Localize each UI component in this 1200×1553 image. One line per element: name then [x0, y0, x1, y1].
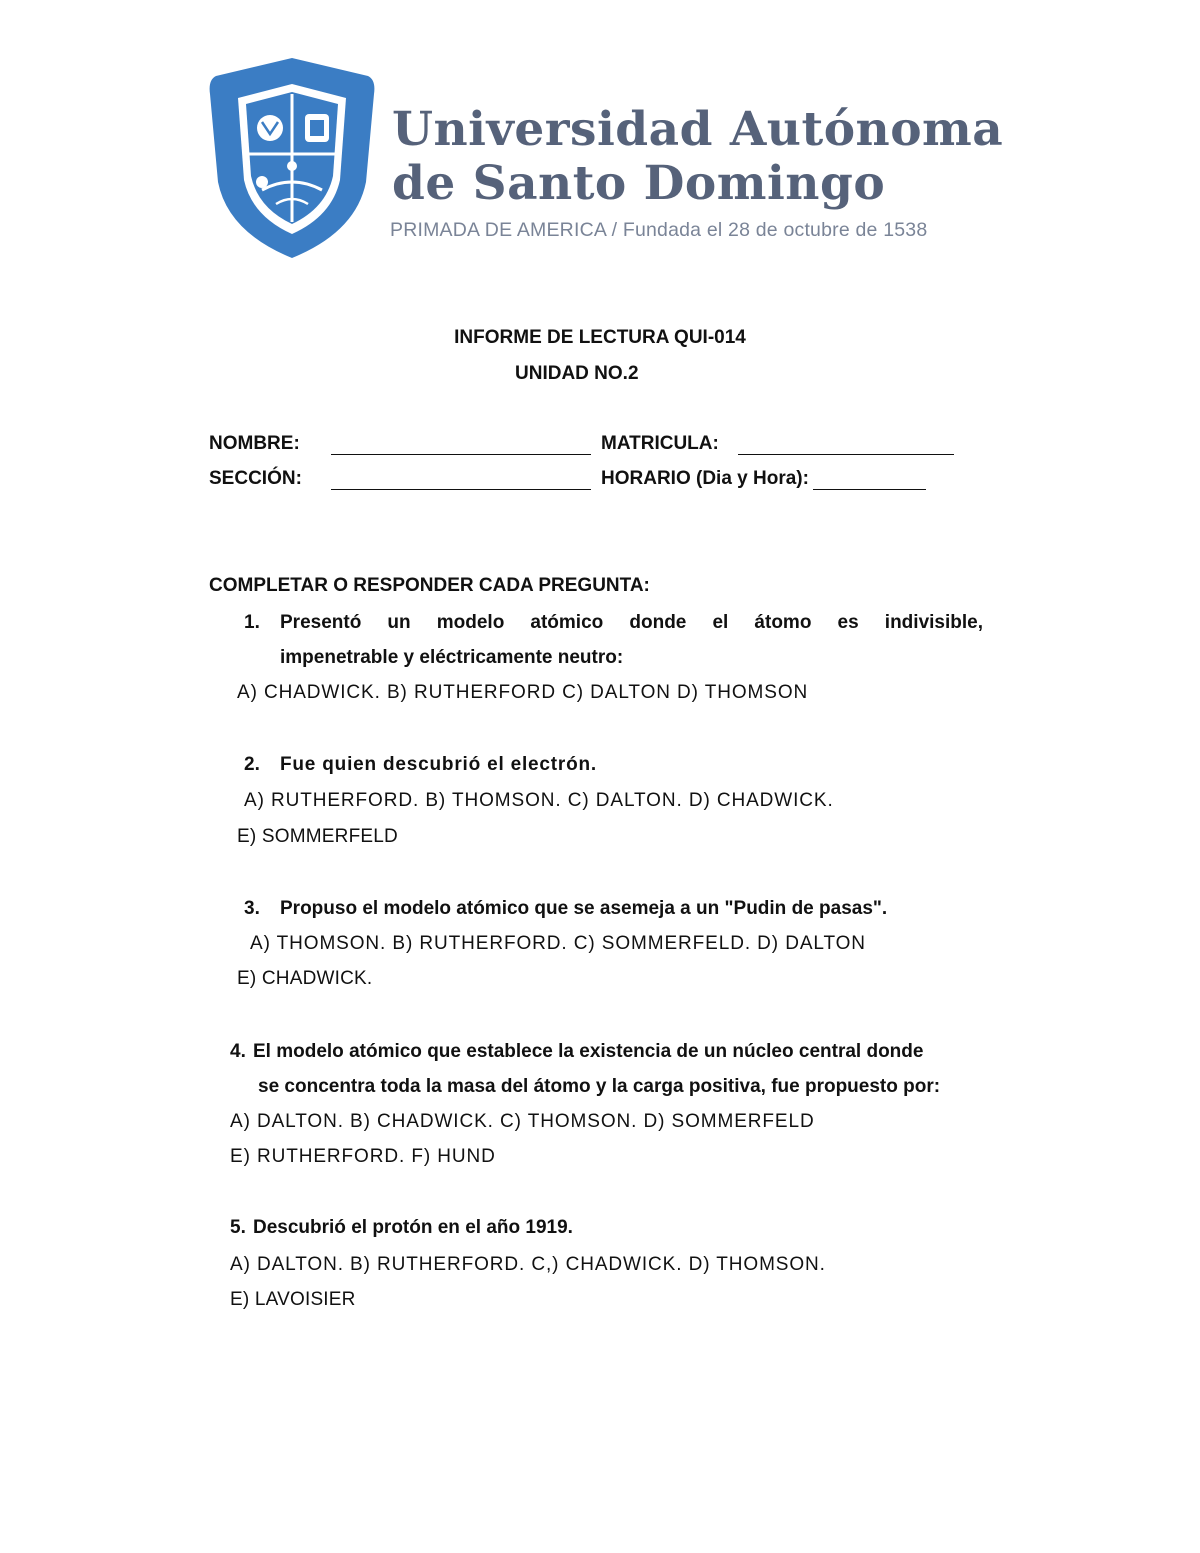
university-seal-icon [206, 54, 378, 262]
question-5-text-line1: Descubrió el protón en el año 1919. [253, 1217, 573, 1238]
question-1-number: 1. [244, 612, 260, 633]
document-subtitle: UNIDAD NO.2 [515, 363, 639, 384]
question-5-number: 5. [230, 1217, 246, 1238]
nombre-field [209, 433, 300, 455]
question-1-text-line1: Presentó un modelo atómico donde el átomo es indivisible, [280, 612, 983, 633]
question-4-number: 4. [230, 1041, 246, 1062]
matricula-field [601, 433, 719, 455]
question-3-options-line1: A) THOMSON. B) RUTHERFORD. C) SOMMERFELD. D) DALTON [250, 933, 866, 954]
question-1-options-line1: A) CHADWICK. B) RUTHERFORD C) DALTON D) THOMSON [237, 682, 809, 703]
horario-label: HORARIO (Dia y Hora): [601, 468, 809, 489]
question-3-options-line2: E) CHADWICK. [237, 968, 373, 989]
university-name-line1: Universidad Autónoma [392, 102, 1004, 157]
document-title: INFORME DE LECTURA QUI-014 [454, 327, 746, 348]
question-2-text-line1: Fue quien descubrió el electrón. [280, 754, 597, 775]
horario-field [601, 468, 809, 490]
university-tagline: PRIMADA DE AMERICA / Fundada el 28 de octubre de 1538 [390, 219, 928, 241]
question-4-options-line1: A) DALTON. B) CHADWICK. C) THOMSON. D) SOMMERFELD [230, 1111, 815, 1132]
question-2-number: 2. [244, 754, 260, 775]
matricula-label: MATRICULA: [601, 433, 719, 454]
university-name-line2: de Santo Domingo [392, 156, 886, 211]
horario-blank[interactable] [813, 472, 926, 490]
question-4-text-line2: se concentra toda la masa del átomo y la carga positiva, fue propuesto por: [258, 1076, 941, 1097]
nombre-blank[interactable] [331, 437, 591, 455]
question-2-options-line1: A) RUTHERFORD. B) THOMSON. C) DALTON. D) CHADWICK. [244, 790, 834, 811]
question-4-text-line1: El modelo atómico que establece la existencia de un núcleo central donde [253, 1041, 924, 1062]
question-4-options-line2: E) RUTHERFORD. F) HUND [230, 1146, 496, 1167]
seccion-label: SECCIÓN: [209, 468, 302, 489]
question-5-options-line1: A) DALTON. B) RUTHERFORD. C,) CHADWICK. D) THOMSON. [230, 1254, 826, 1275]
question-5-options-line2: E) LAVOISIER [230, 1289, 356, 1310]
nombre-label: NOMBRE: [209, 433, 300, 454]
instructions: COMPLETAR O RESPONDER CADA PREGUNTA: [209, 575, 650, 596]
seccion-blank[interactable] [331, 472, 591, 490]
question-3-number: 3. [244, 898, 260, 919]
question-1-text-line2: impenetrable y eléctricamente neutro: [280, 647, 624, 668]
question-3-text-line1: Propuso el modelo atómico que se asemeja a un "Pudin de pasas". [280, 898, 888, 919]
question-2-options-line2: E) SOMMERFELD [237, 826, 398, 847]
seccion-field [209, 468, 302, 490]
matricula-blank[interactable] [738, 437, 954, 455]
